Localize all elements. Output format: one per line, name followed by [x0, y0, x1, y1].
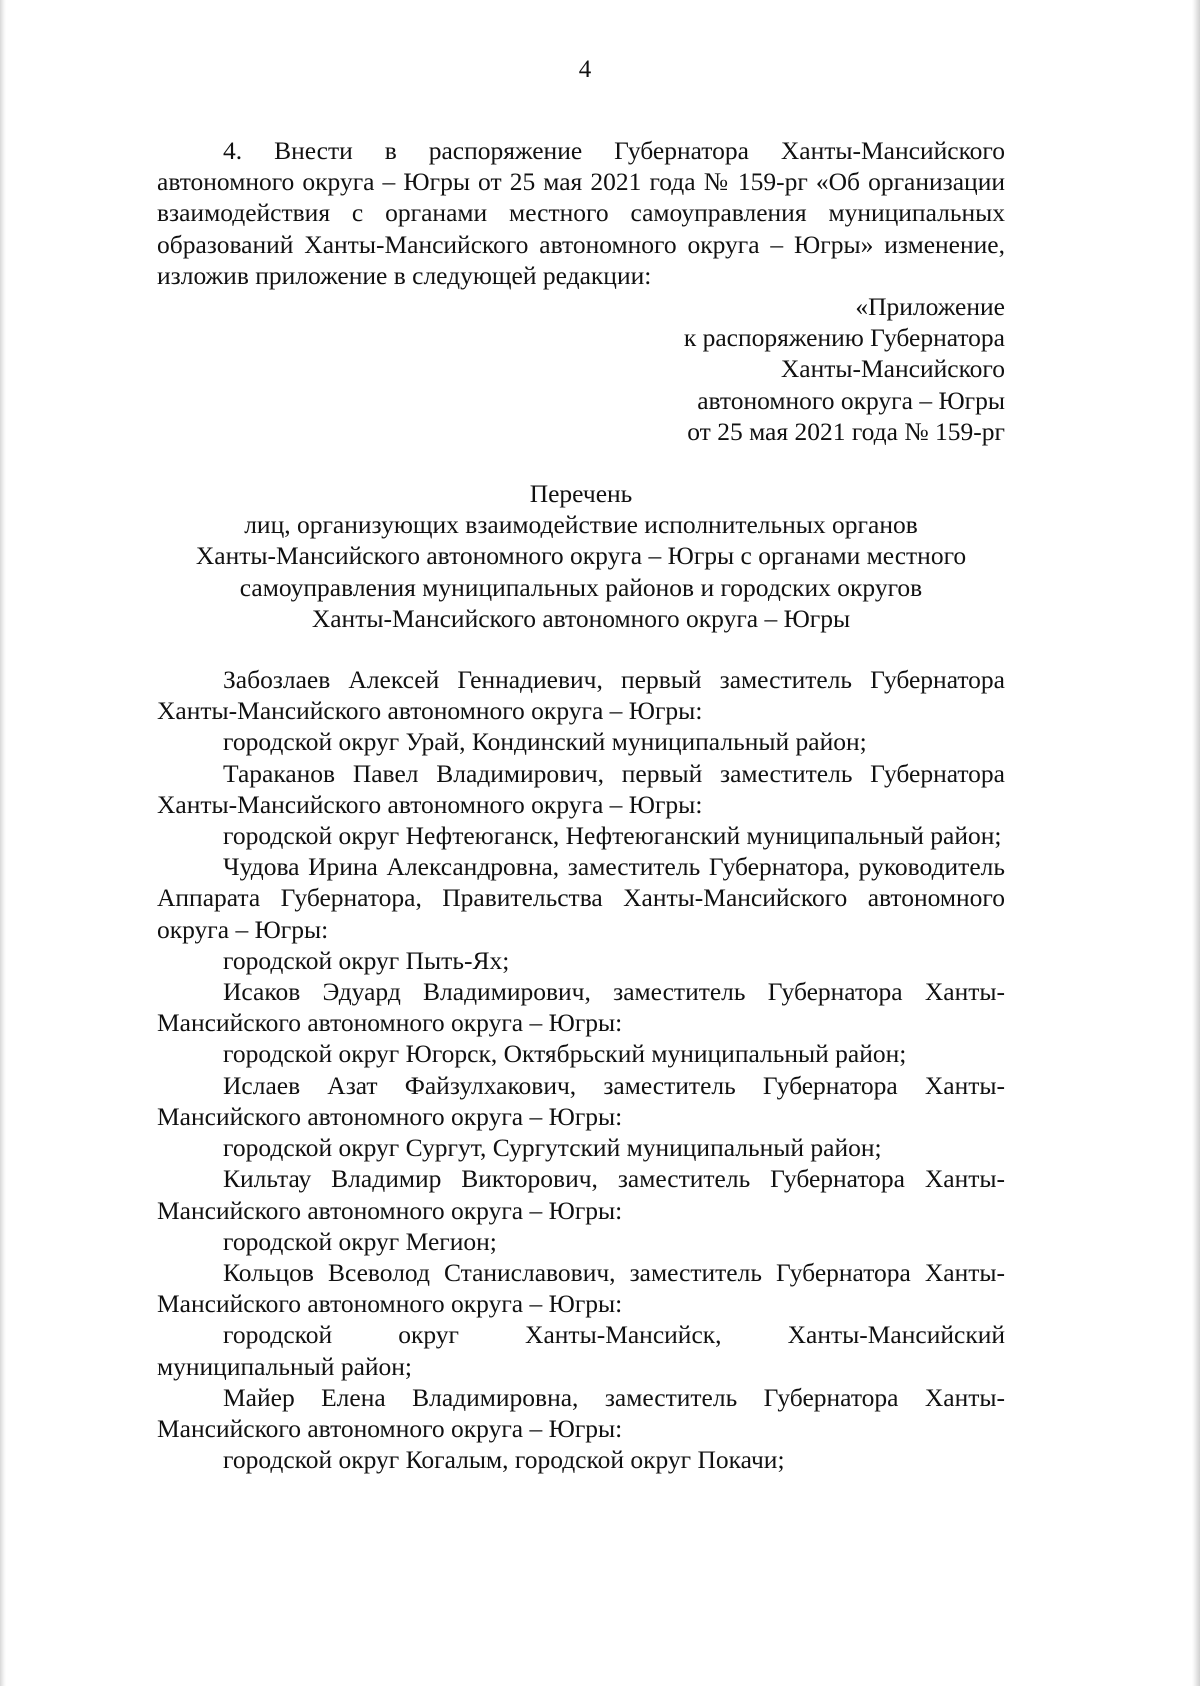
official-entry: Чудова Ирина Александровна, заместитель Губернатора, руководитель Аппарата Губернатора, Правительства Ханты-Мансийского автономного округа – Югры:: [157, 852, 1005, 944]
official-entry: Ислаев Азат Файзулхакович, заместитель Губернатора Ханты-Мансийского автономного округа – Югры:: [157, 1070, 1005, 1131]
heading-line-4: самоуправления муниципальных районов и городских округов: [239, 572, 923, 602]
appendix-header: [157, 291, 1005, 447]
official-area: городской округ Мегион;: [223, 1226, 497, 1256]
appendix-line-1: «Приложение: [855, 292, 1005, 322]
page-number: 4: [578, 56, 592, 83]
officials-list: [157, 664, 1005, 1475]
appendix-line-2: к распоряжению Губернатора: [683, 323, 1005, 353]
official-area: городской округ Урай, Кондинский муниципальный район;: [223, 727, 867, 757]
official-area: городской округ Пыть-Ях;: [223, 945, 510, 975]
official-area: городской округ Когалым, городской округ Покачи;: [223, 1445, 785, 1475]
appendix-line-4: автономного округа – Югры: [697, 385, 1005, 415]
appendix-line-5: от 25 мая 2021 года № 159-рг: [687, 416, 1005, 446]
official-area: городской округ Сургут, Сургутский муниципальный район;: [223, 1133, 882, 1163]
heading-line-1: Перечень: [529, 479, 633, 509]
official-area: городской округ Югорск, Октябрьский муниципальный район;: [223, 1039, 907, 1069]
official-entry: Тараканов Павел Владимирович, первый заместитель Губернатора Ханты-Мансийского автономного округа – Югры:: [157, 758, 1005, 819]
official-entry: Кольцов Всеволод Станиславович, заместитель Губернатора Ханты-Мансийского автономного округа – Югры:: [157, 1257, 1005, 1319]
official-area: городской округ Нефтеюганск, Нефтеюганский муниципальный район;: [223, 821, 1002, 851]
list-heading: [157, 478, 1005, 634]
official-entry: Кильтау Владимир Викторович, заместитель Губернатора Ханты-Мансийского автономного округа – Югры:: [157, 1164, 1005, 1225]
scan-edge-right: [1192, 0, 1200, 1686]
appendix-line-3: Ханты-Мансийского: [780, 354, 1005, 384]
heading-line-5: Ханты-Мансийского автономного округа – Югры: [311, 603, 851, 633]
document-body: [157, 135, 1005, 1475]
scan-edge-left: [0, 0, 6, 1686]
heading-line-3: Ханты-Мансийского автономного округа – Югры с органами местного: [195, 541, 967, 571]
official-entry: Майер Елена Владимировна, заместитель Губернатора Ханты-Мансийского автономного округа – Югры:: [157, 1382, 1005, 1443]
official-entry: Исаков Эдуард Владимирович, заместитель Губернатора Ханты-Мансийского автономного округа – Югры:: [157, 977, 1005, 1038]
paragraph-4: 4. Внести в распоряжение Губернатора Ханты-Мансийского автономного округа – Югры от 25 мая 2021 года № 159-рг «Об организации взаимодействия с органами местного самоуправления муниципальных образований Ханты-Мансийского автономного округа – Югры» изменение, изложив приложение в следующей редакции:: [157, 136, 1005, 290]
heading-line-2: лиц, организующих взаимодействие исполнительных органов: [244, 510, 918, 540]
official-entry: Забозлаев Алексей Геннадиевич, первый заместитель Губернатора Ханты-Мансийского автономного округа – Югры:: [157, 665, 1005, 726]
official-area: городской округ Ханты-Мансийск, Ханты-Мансийский муниципальный район;: [157, 1320, 1005, 1381]
